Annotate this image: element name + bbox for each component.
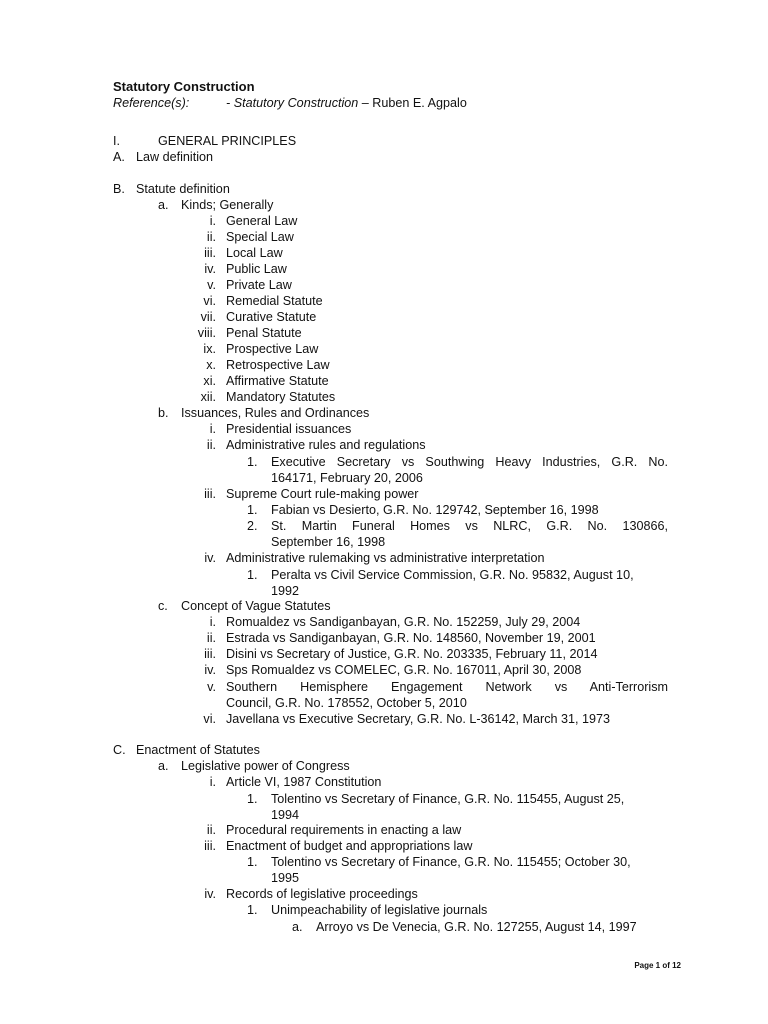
outline-item: [0, 229, 768, 245]
outline-text: September 16, 1998: [271, 535, 386, 549]
outline-text: GENERAL PRINCIPLES: [158, 134, 297, 148]
outline-marker: iii.: [204, 246, 216, 260]
outline-text: Southern Hemisphere Engagement Network vs Anti-Terrorism: [226, 680, 668, 694]
outline-item: [0, 854, 768, 870]
outline-item: [0, 181, 768, 197]
outline-item: [0, 583, 768, 599]
outline-item: [0, 679, 768, 695]
outline-marker: i.: [209, 214, 216, 228]
outline-text: Executive Secretary vs Southwing Heavy Industries, G.R. No.: [271, 455, 668, 469]
outline-item: [0, 421, 768, 437]
outline-text: General Law: [226, 214, 298, 228]
outline-text: 1995: [271, 871, 300, 885]
outline-item: [0, 518, 768, 534]
outline-marker: ii.: [206, 631, 216, 645]
outline-marker: 1.: [247, 903, 258, 917]
outline-text: Private Law: [226, 278, 292, 292]
outline-item: [0, 325, 768, 341]
outline-text: Tolentino vs Secretary of Finance, G.R. No. 115455; October 30,: [271, 855, 631, 869]
outline-item: [0, 807, 768, 823]
outline-text: Estrada vs Sandiganbayan, G.R. No. 148560, November 19, 2001: [226, 631, 596, 645]
outline-marker: 1.: [247, 455, 258, 469]
outline-item: [0, 695, 768, 711]
outline-item: [0, 822, 768, 838]
outline-text: Issuances, Rules and Ordinances: [181, 406, 370, 420]
outline-marker: iv.: [204, 551, 216, 565]
outline-marker: 1.: [247, 568, 258, 582]
outline-marker: ii.: [206, 823, 216, 837]
outline-text: Curative Statute: [226, 310, 317, 324]
outline-item: [0, 357, 768, 373]
outline-text: 1994: [271, 808, 300, 822]
outline-item: [0, 149, 768, 165]
outline-item: [0, 886, 768, 902]
outline-text: Legislative power of Congress: [181, 759, 350, 773]
reference-label: Reference(s):: [113, 96, 190, 110]
outline-marker: 1.: [247, 792, 258, 806]
outline-item: [0, 567, 768, 583]
outline-text: Tolentino vs Secretary of Finance, G.R. No. 115455, August 25,: [271, 792, 625, 806]
outline-item: [0, 197, 768, 213]
outline-text: 1992: [271, 584, 300, 598]
outline-text: Enactment of budget and appropriations law: [226, 839, 473, 853]
outline-marker: iv.: [204, 262, 216, 276]
outline-marker: viii.: [197, 326, 216, 340]
outline-item: [0, 774, 768, 790]
outline-marker: a.: [292, 920, 303, 934]
outline-text: Penal Statute: [226, 326, 302, 340]
outline-marker: iii.: [204, 647, 216, 661]
outline-text: Unimpeachability of legislative journals: [271, 903, 488, 917]
outline-text: Prospective Law: [226, 342, 319, 356]
outline-marker: a.: [158, 198, 169, 212]
outline-marker: a.: [158, 759, 169, 773]
outline-text: Mandatory Statutes: [226, 390, 336, 404]
outline-item: [0, 646, 768, 662]
outline-marker: i.: [209, 615, 216, 629]
outline-item: [0, 389, 768, 405]
outline-text: Council, G.R. No. 178552, October 5, 2010: [226, 696, 467, 710]
outline-text: Sps Romualdez vs COMELEC, G.R. No. 167011, April 30, 2008: [226, 663, 582, 677]
outline-item: [0, 261, 768, 277]
outline-item: [0, 902, 768, 918]
outline-marker: ii.: [206, 230, 216, 244]
outline-item: [0, 838, 768, 854]
outline-text: Disini vs Secretary of Justice, G.R. No. 203335, February 11, 2014: [226, 647, 598, 661]
outline-item: [0, 758, 768, 774]
outline-marker: iv.: [204, 887, 216, 901]
document-title: Statutory Construction: [113, 79, 255, 94]
outline-text: Javellana vs Executive Secretary, G.R. No. L-36142, March 31, 1973: [226, 712, 611, 726]
outline-marker: 2.: [247, 519, 258, 533]
reference-author: – Ruben E. Agpalo: [358, 96, 467, 110]
outline-marker: iv.: [204, 663, 216, 677]
outline-item: [0, 437, 768, 453]
outline-marker: v.: [207, 680, 216, 694]
reference-value: [226, 95, 467, 111]
outline-marker: ix.: [203, 342, 216, 356]
outline-marker: vi.: [203, 294, 216, 308]
outline-item: [0, 309, 768, 325]
outline-item: [0, 534, 768, 550]
outline-item: [0, 614, 768, 630]
outline-marker: vi.: [203, 712, 216, 726]
page-number: Page 1 of 12: [634, 961, 681, 970]
outline-text: Affirmative Statute: [226, 374, 329, 388]
outline-marker: B.: [113, 182, 125, 196]
outline-marker: iii.: [204, 487, 216, 501]
outline-text: Presidential issuances: [226, 422, 352, 436]
outline-item: [0, 870, 768, 886]
outline-text: Administrative rulemaking vs administrative interpretation: [226, 551, 545, 565]
outline-item: [0, 213, 768, 229]
outline-text: Law definition: [136, 150, 214, 164]
outline-item: [0, 454, 768, 470]
outline-marker: c.: [158, 599, 168, 613]
outline-text: Peralta vs Civil Service Commission, G.R. No. 95832, August 10,: [271, 568, 634, 582]
outline-item: [0, 373, 768, 389]
outline-item: [0, 550, 768, 566]
outline-marker: xi.: [203, 374, 216, 388]
outline-marker: 1.: [247, 855, 258, 869]
outline-item: [0, 598, 768, 614]
outline-text: Romualdez vs Sandiganbayan, G.R. No. 152259, July 29, 2004: [226, 615, 581, 629]
outline-marker: vii.: [200, 310, 216, 324]
outline-marker: xii.: [200, 390, 216, 404]
outline-text: Records of legislative proceedings: [226, 887, 418, 901]
outline-text: Supreme Court rule-making power: [226, 487, 419, 501]
outline-text: Public Law: [226, 262, 287, 276]
outline-text: Retrospective Law: [226, 358, 330, 372]
outline-text: Fabian vs Desierto, G.R. No. 129742, September 16, 1998: [271, 503, 599, 517]
outline-item: [0, 919, 768, 935]
outline-item: [0, 486, 768, 502]
outline-item: [0, 711, 768, 727]
outline-marker: A.: [113, 150, 125, 164]
outline-item: [0, 791, 768, 807]
outline-text: Procedural requirements in enacting a law: [226, 823, 462, 837]
outline-item: [0, 293, 768, 309]
outline-marker: i.: [209, 775, 216, 789]
outline-marker: ii.: [206, 438, 216, 452]
outline-marker: C.: [113, 743, 126, 757]
outline-marker: x.: [206, 358, 216, 372]
outline-marker: b.: [158, 406, 169, 420]
outline-text: Statute definition: [136, 182, 230, 196]
outline-marker: I.: [113, 134, 120, 148]
outline-item: [0, 470, 768, 486]
outline-item: [0, 405, 768, 421]
outline-item: [0, 277, 768, 293]
outline-marker: i.: [209, 422, 216, 436]
outline-text: St. Martin Funeral Homes vs NLRC, G.R. No. 130866,: [271, 519, 668, 533]
outline-marker: 1.: [247, 503, 258, 517]
outline-item: [0, 341, 768, 357]
outline-text: Administrative rules and regulations: [226, 438, 426, 452]
outline-item: [0, 502, 768, 518]
outline-item: [0, 630, 768, 646]
outline-text: Local Law: [226, 246, 283, 260]
reference-book: - Statutory Construction: [226, 96, 359, 110]
outline-item: [0, 662, 768, 678]
outline-text: Concept of Vague Statutes: [181, 599, 331, 613]
outline-text: Kinds; Generally: [181, 198, 274, 212]
outline-item: [0, 742, 768, 758]
outline-item: [0, 245, 768, 261]
outline-text: 164171, February 20, 2006: [271, 471, 423, 485]
outline-text: Enactment of Statutes: [136, 743, 260, 757]
outline-text: Arroyo vs De Venecia, G.R. No. 127255, August 14, 1997: [316, 920, 637, 934]
outline-text: Article VI, 1987 Constitution: [226, 775, 382, 789]
outline-text: Remedial Statute: [226, 294, 323, 308]
outline-text: Special Law: [226, 230, 294, 244]
outline-marker: iii.: [204, 839, 216, 853]
outline-marker: v.: [207, 278, 216, 292]
outline-item: [0, 133, 768, 149]
